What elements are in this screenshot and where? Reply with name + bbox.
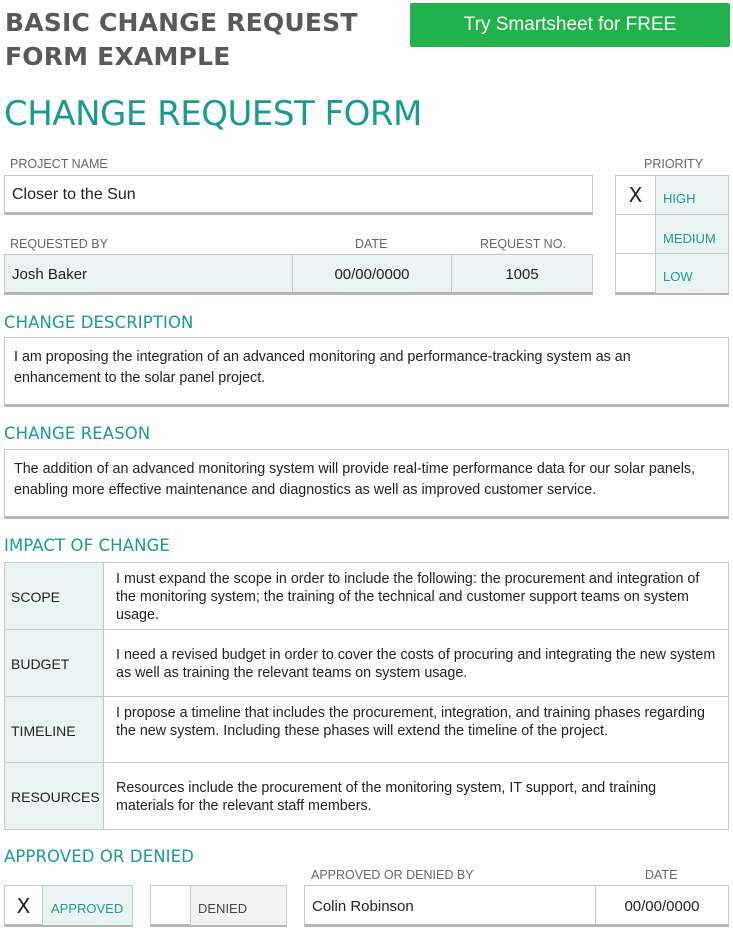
impact-heading: IMPACT OF CHANGE <box>4 536 170 555</box>
impact-row-label: TIMELINE <box>11 723 76 739</box>
approval-date-value[interactable]: 00/00/0000 <box>624 898 700 915</box>
document-title-line1: BASIC CHANGE REQUEST <box>5 8 358 37</box>
document-title-line2: FORM EXAMPLE <box>5 42 231 71</box>
denied-checkbox[interactable] <box>151 886 191 925</box>
priority-medium-label: MEDIUM <box>663 231 716 246</box>
project-name-field[interactable] <box>4 175 593 215</box>
impact-row-text[interactable]: I propose a timeline that includes the procurement, integration, and training phases regarding the new system. Including these phases will extend the timeline of the project. <box>116 705 705 739</box>
approval-row <box>304 885 729 927</box>
denied-label: DENIED <box>198 901 248 916</box>
document-title <box>5 6 395 74</box>
request-no-value[interactable]: 1005 <box>505 266 539 283</box>
project-name-label: PROJECT NAME <box>10 157 108 171</box>
approved-by-label: APPROVED OR DENIED BY <box>311 868 474 882</box>
form-title: CHANGE REQUEST FORM <box>4 94 422 134</box>
try-smartsheet-button[interactable]: Try Smartsheet for FREE <box>410 3 730 47</box>
requested-by-label: REQUESTED BY <box>10 237 108 251</box>
impact-row-text[interactable]: I must expand the scope in order to include the following: the procurement and integration of the monitoring system; the training of the technical and customer support teams on system usage. <box>116 571 700 623</box>
impact-table <box>4 562 729 830</box>
date-value[interactable]: 00/00/0000 <box>334 266 410 283</box>
table-row <box>5 763 728 829</box>
table-row <box>5 563 728 630</box>
approved-checkbox[interactable] <box>5 886 43 925</box>
approval-heading: APPROVED OR DENIED <box>4 847 194 866</box>
approved-label: APPROVED <box>51 901 124 916</box>
denied-option <box>150 885 287 927</box>
requested-by-value[interactable]: Josh Baker <box>12 266 88 283</box>
denied-label-cell <box>191 886 286 925</box>
change-description-field[interactable] <box>4 337 729 407</box>
request-info-row <box>4 254 593 295</box>
priority-low-checkbox[interactable] <box>616 254 656 293</box>
table-row <box>5 697 728 763</box>
priority-high-label: HIGH <box>663 191 696 206</box>
approval-date-label: DATE <box>645 868 678 882</box>
table-row <box>5 630 728 697</box>
priority-box <box>615 175 729 295</box>
approved-by-value[interactable]: Colin Robinson <box>312 898 414 915</box>
impact-row-label: SCOPE <box>11 589 61 605</box>
change-description-heading: CHANGE DESCRIPTION <box>4 313 194 332</box>
priority-medium-option <box>656 215 728 254</box>
approved-label-cell <box>43 886 132 925</box>
change-reason-field[interactable] <box>4 449 729 519</box>
date-label: DATE <box>355 237 388 251</box>
priority-medium-checkbox[interactable] <box>616 215 656 254</box>
priority-high-checkbox[interactable] <box>616 176 656 215</box>
impact-row-label: BUDGET <box>11 656 70 672</box>
change-description-text: I am proposing the integration of an advanced monitoring and performance-tracking system as an enhancement to the solar panel project. <box>14 349 631 386</box>
impact-row-text[interactable]: Resources include the procurement of the monitoring system, IT support, and training materials for the relevant staff members. <box>116 780 657 814</box>
change-reason-text: The addition of an advanced monitoring system will provide real-time performance data for our solar panels, enabling more effective maintenance and diagnostics as well as improved customer service. <box>14 461 696 498</box>
priority-low-label: LOW <box>663 269 693 284</box>
request-no-label: REQUEST NO. <box>480 237 566 251</box>
approved-mark: X <box>16 893 31 918</box>
impact-row-label: RESOURCES <box>11 789 100 805</box>
priority-high-option <box>656 176 728 215</box>
priority-low-option <box>656 254 728 293</box>
priority-label: PRIORITY <box>644 157 704 171</box>
approved-option <box>4 885 133 927</box>
project-name-value: Closer to the Sun <box>12 186 136 203</box>
impact-row-text[interactable]: I need a revised budget in order to cover the costs of procuring and integrating the new system as well as training the relevant teams on system usage. <box>116 647 716 681</box>
change-reason-heading: CHANGE REASON <box>4 424 151 443</box>
priority-high-mark: X <box>628 183 643 207</box>
